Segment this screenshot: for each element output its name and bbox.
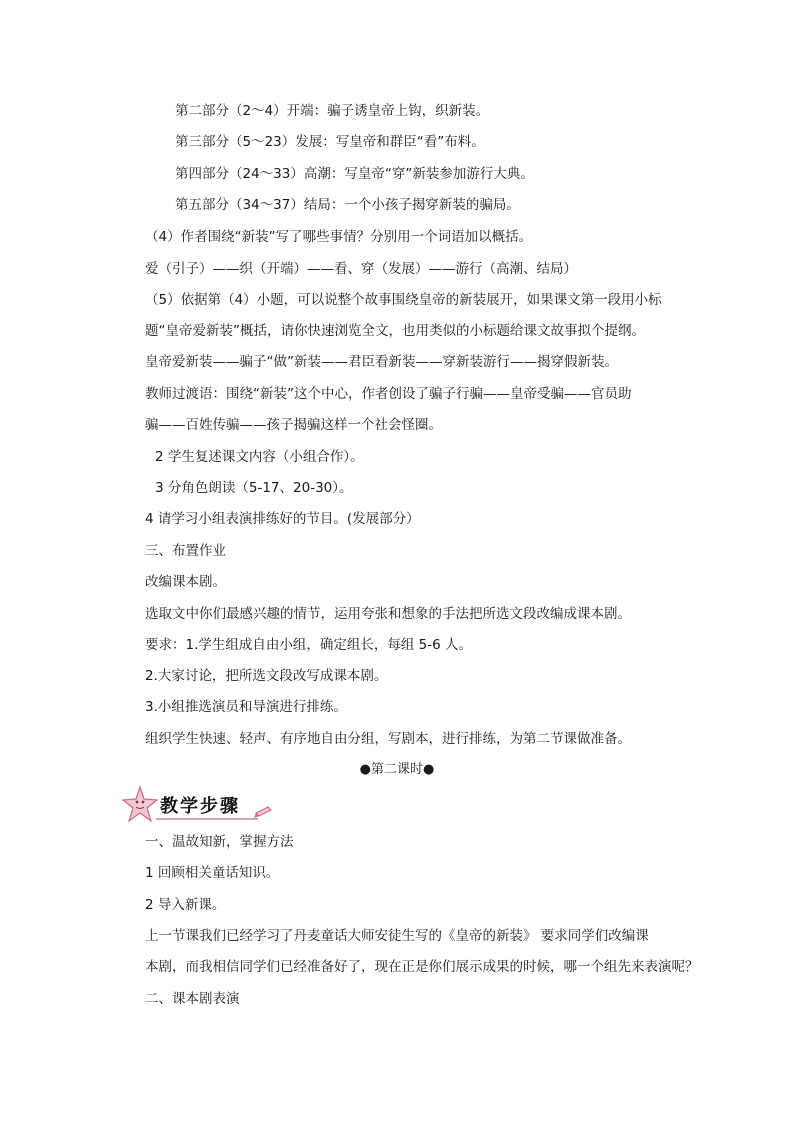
teaching-steps-title: 教学步骤 [160,796,240,817]
part2-line: 第二部分（2～4）开端：骗子诱皇帝上钩，织新装。 [175,103,490,119]
review-heading: 一、温故知新，掌握方法 [145,834,294,850]
requirement-2: 2.大家讨论，把所选文段改写成课本剧。 [145,668,388,684]
part4-line: 第四部分（24～33）高潮：写皇帝“穿”新装参加游行大典。 [175,166,534,182]
question-5-line2: 题“皇帝爱新装”概括，请你快速浏览全文，也用类似的小标题给课文故事拟个提纲。 [145,323,645,339]
review-step-1: 1 回顾相关童话知识。 [145,865,280,881]
homework-detail: 选取文中你们最感兴趣的情节，运用夸张和想象的手法把所选文段改编成课本剧。 [145,606,631,622]
transition-line1: 教师过渡语：围绕“新装”这个中心，作者创设了骗子行骗——皇帝受骗——官员助 [145,386,632,402]
play-heading: 二、课本剧表演 [145,991,240,1007]
part3-line: 第三部分（5～23）发展：写皇帝和群臣“看”布料。 [175,134,485,150]
step-4: 4 请学习小组表演排练好的节目。(发展部分） [145,511,420,527]
review-step-2: 2 导入新课。 [145,897,226,913]
part5-line: 第五部分（34～37）结局：一个小孩子揭穿新装的骗局。 [175,197,520,213]
answer-4: 爱（引子）——织（开端）——看、穿（发展）——游行（高潮、结局） [145,261,577,277]
question-5-line1: （5）依据第（4）小题，可以说整个故事围绕皇帝的新装展开，如果课文第一段用小标 [145,292,662,308]
organize-line: 组织学生快速、轻声、有序地自由分组，写剧本，进行排练，为第二节课做准备。 [145,731,631,747]
step-2: 2 学生复述课文内容（小组合作）。 [155,449,364,465]
homework-heading: 三、布置作业 [145,543,226,559]
second-lesson-title: ●第二课时● [359,762,435,777]
intro-para-line2: 本剧，而我相信同学们已经准备好了，现在正是你们展示成果的时候，哪一个组先来表演呢？ [145,959,699,975]
answer-5: 皇帝爱新装——骗子“做”新装——君臣看新装——穿新装游行——揭穿假新装。 [145,354,618,370]
requirement-3: 3.小组推选演员和导演进行排练。 [145,699,347,715]
question-4: （4）作者围绕“新装”写了哪些事情？分别用一个词语加以概括。 [145,229,533,245]
step-3: 3 分角色朗读（5-17、20-30）。 [155,480,353,496]
requirement-1: 要求：1.学生组成自由小组，确定组长，每组 5-6 人。 [145,637,473,653]
transition-line2: 骗——百姓传骗——孩子揭骗这样一个社会怪圈。 [145,417,442,433]
homework-task: 改编课本剧。 [145,574,226,590]
intro-para-line1: 上一节课我们已经学习了丹麦童话大师安徒生写的《皇帝的新装》 要求同学们改编课 [145,928,649,944]
